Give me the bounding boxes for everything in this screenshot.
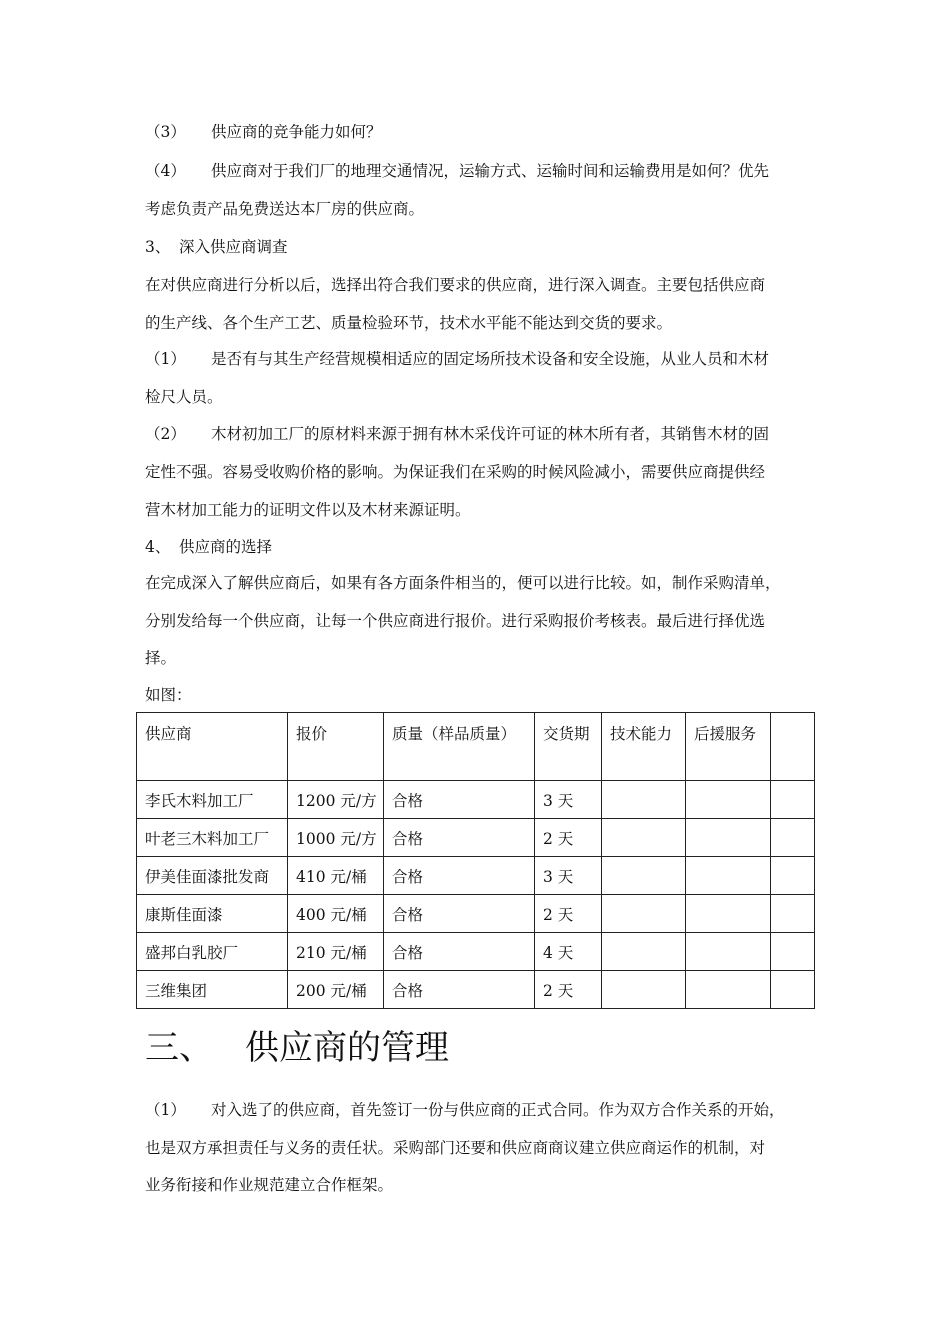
cell-tech (602, 857, 686, 895)
item-number: （1） (145, 350, 186, 368)
section-title: 供应商的选择 (179, 538, 273, 556)
cell-quality: 合格 (384, 933, 535, 971)
section-number: 3、 (145, 238, 171, 256)
cell-blank (771, 895, 815, 933)
cell-support (686, 857, 771, 895)
header-cell-support: 后援服务 (686, 713, 771, 781)
cell-price: 200 元/桶 (288, 971, 384, 1009)
section-3-item-2-line-2: 定性不强。容易受收购价格的影响。为保证我们在采购的时候风险减小，需要供应商提供经 (145, 463, 766, 481)
item-4-transport-line-1 (145, 161, 769, 181)
cell-delivery: 2 天 (535, 971, 602, 1009)
chapter-number: 三、 (145, 1028, 213, 1068)
section-4-paragraph-line-1: 在完成深入了解供应商后，如果有各方面条件相当的，便可以进行比较。如，制作采购清单， (145, 574, 781, 592)
header-cell-price: 报价 (288, 713, 384, 781)
cell-supplier: 三维集团 (137, 971, 288, 1009)
management-item-1-line-3: 业务衔接和作业规范建立合作框架。 (145, 1176, 394, 1194)
header-cell-tech: 技术能力 (602, 713, 686, 781)
cell-support (686, 933, 771, 971)
table-row (137, 895, 815, 933)
section-3-heading (145, 237, 288, 257)
section-number: 4、 (145, 538, 171, 556)
item-3-competitiveness (145, 122, 382, 142)
table-row (137, 971, 815, 1009)
item-text: 供应商的竞争能力如何？ (211, 123, 382, 141)
cell-quality: 合格 (384, 971, 535, 1009)
section-3-item-1-line-2: 检尺人员。 (145, 388, 223, 406)
management-item-1-line-2: 也是双方承担责任与义务的责任状。采购部门还要和供应商商议建立供应商运作的机制，对 (145, 1139, 766, 1157)
cell-price: 210 元/桶 (288, 933, 384, 971)
table-row (137, 781, 815, 819)
cell-supplier: 李氏木料加工厂 (137, 781, 288, 819)
cell-support (686, 971, 771, 1009)
cell-blank (771, 933, 815, 971)
cell-blank (771, 781, 815, 819)
header-cell-quality: 质量（样品质量） (384, 713, 535, 781)
item-text: 供应商对于我们厂的地理交通情况，运输方式、运输时间和运输费用是如何？优先 (211, 162, 770, 180)
header-cell-delivery: 交货期 (535, 713, 602, 781)
cell-price: 410 元/桶 (288, 857, 384, 895)
cell-delivery: 4 天 (535, 933, 602, 971)
item-number: （1） (145, 1101, 186, 1119)
cell-supplier: 叶老三木料加工厂 (137, 819, 288, 857)
cell-price: 1200 元/方 (288, 781, 384, 819)
item-text: 木材初加工厂的原材料来源于拥有林木采伐许可证的林木所有者，其销售木材的固 (211, 425, 770, 443)
item-text: 是否有与其生产经营规模相适应的固定场所技术设备和安全设施，从业人员和木材 (211, 350, 770, 368)
figure-label: 如图： (145, 686, 192, 704)
item-number: （2） (145, 425, 186, 443)
item-4-transport-line-2: 考虑负责产品免费送达本厂房的供应商。 (145, 200, 425, 218)
section-4-paragraph-line-2: 分别发给每一个供应商，让每一个供应商进行报价。进行采购报价考核表。最后进行择优选 (145, 612, 766, 630)
cell-tech (602, 819, 686, 857)
cell-quality: 合格 (384, 781, 535, 819)
section-4-heading (145, 537, 272, 557)
cell-quality: 合格 (384, 819, 535, 857)
table-row (137, 857, 815, 895)
cell-quality: 合格 (384, 895, 535, 933)
cell-delivery: 3 天 (535, 857, 602, 895)
section-title: 深入供应商调查 (179, 238, 288, 256)
header-cell-blank (771, 713, 815, 781)
table-row (137, 819, 815, 857)
item-text: 对入选了的供应商，首先签订一份与供应商的正式合同。作为双方合作关系的开始， (211, 1101, 785, 1119)
table-row (137, 933, 815, 971)
cell-tech (602, 933, 686, 971)
section-4-paragraph-line-3: 择。 (145, 649, 177, 667)
cell-supplier: 盛邦白乳胶厂 (137, 933, 288, 971)
cell-tech (602, 781, 686, 819)
chapter-3-heading (145, 1026, 449, 1070)
cell-supplier: 伊美佳面漆批发商 (137, 857, 288, 895)
cell-delivery: 2 天 (535, 819, 602, 857)
section-3-item-1-line-1 (145, 349, 769, 369)
section-3-item-2-line-1 (145, 424, 769, 444)
cell-support (686, 781, 771, 819)
cell-tech (602, 895, 686, 933)
cell-support (686, 895, 771, 933)
cell-price: 1000 元/方 (288, 819, 384, 857)
cell-delivery: 3 天 (535, 781, 602, 819)
management-item-1-line-1 (145, 1100, 785, 1120)
table-header-row (137, 713, 815, 781)
cell-supplier: 康斯佳面漆 (137, 895, 288, 933)
header-cell-supplier: 供应商 (137, 713, 288, 781)
section-3-item-2-line-3: 营木材加工能力的证明文件以及木材来源证明。 (145, 501, 471, 519)
cell-quality: 合格 (384, 857, 535, 895)
cell-blank (771, 971, 815, 1009)
cell-tech (602, 971, 686, 1009)
section-3-paragraph-line-1: 在对供应商进行分析以后，选择出符合我们要求的供应商，进行深入调查。主要包括供应商 (145, 276, 766, 294)
section-3-paragraph-line-2: 的生产线、各个生产工艺、质量检验环节，技术水平能不能达到交货的要求。 (145, 314, 673, 332)
cell-delivery: 2 天 (535, 895, 602, 933)
cell-blank (771, 819, 815, 857)
cell-blank (771, 857, 815, 895)
item-number: （3） (145, 123, 186, 141)
cell-support (686, 819, 771, 857)
item-number: （4） (145, 162, 186, 180)
chapter-title: 供应商的管理 (245, 1028, 449, 1068)
cell-price: 400 元/桶 (288, 895, 384, 933)
supplier-quote-table (136, 712, 815, 1009)
